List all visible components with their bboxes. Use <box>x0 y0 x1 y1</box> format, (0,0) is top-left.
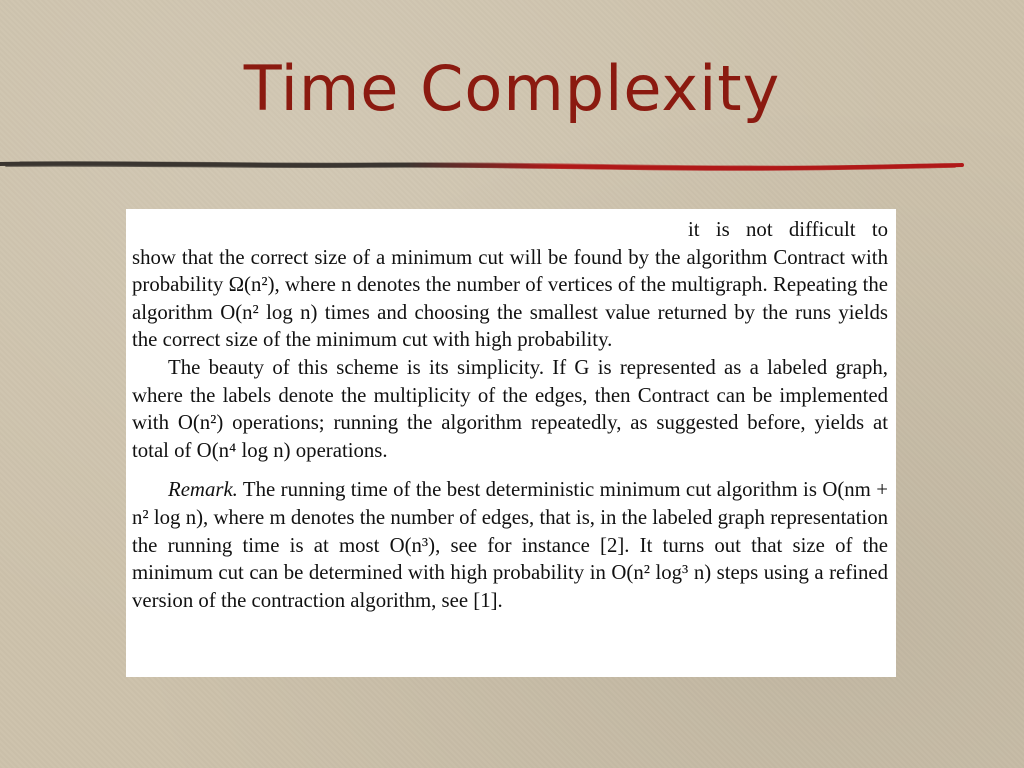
remark-paragraph <box>132 476 888 614</box>
paragraph-1-text: it is not difficult to show that the correct size of a minimum cut will be found by the algorithm Contract with probability Ω(n²), where n denotes the number of vertices of the multigraph. Repeating the algorithm O(n² log n) times and choosing the smallest value returned by the runs yields the correct size of the minimum cut with high probability. <box>132 218 888 352</box>
remark-text: The running time of the best deterministic minimum cut algorithm is O(nm + n² log n), where m denotes the number of edges, that is, in the labeled graph representation the running time is at most O(n³), see for instance [2]. It turns out that size of the minimum cut can be determined with high probability in O(n² log³ n) steps using a refined version of the contraction algorithm, see [1]. <box>132 478 888 612</box>
title-divider <box>0 150 1024 186</box>
paragraph-1 <box>132 216 888 354</box>
slide-title: Time Complexity <box>243 52 781 125</box>
paragraph-2: The beauty of this scheme is its simplicity. If G is represented as a labeled graph, where the labels denote the multiplicity of the edges, then Contract can be implemented with O(n²) operations; running the algorithm repeatedly, as suggested before, yields at total of O(n⁴ log n) operations. <box>132 355 888 462</box>
text-excerpt-panel <box>126 209 896 677</box>
remark-label: Remark. <box>168 478 238 502</box>
